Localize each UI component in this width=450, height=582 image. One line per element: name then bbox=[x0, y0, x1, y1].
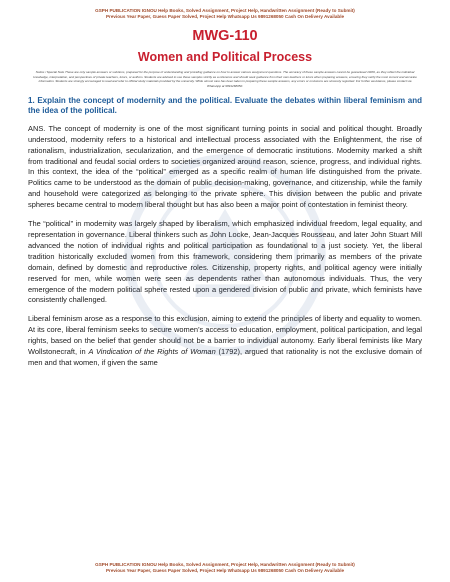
page-header bbox=[28, 8, 422, 20]
paragraph-3-text-end: (1792), argued that rationality is not the exclusive domain of men and that women, if given the same bbox=[28, 347, 422, 367]
paragraph-3-text-start: Liberal feminism arose as a response to this exclusion, aiming to extend the principles of liberty and equality to women. At its core, liberal feminism seeks to secure women’s access to education, employment, political participation, and legal rights, based on the belief that gender should not be a barrier to individual autonomy. Early liberal feminists like Mary Wollstonecraft, in bbox=[28, 314, 422, 357]
header-line-1: GSPH PUBLICATION IGNOU Help Books, Solved Assignment, Project Help, Handwritten Assignment (Ready to Submit) bbox=[95, 8, 355, 13]
disclaimer-notice: Notice / Special Note These are only sample answers or solutions, prepared for the purpose of understanding and providing guidance on how to answer various assignment questions. The accuracy of these sample answers cannot be guaranteed 100%, as they reflect the individual knowledge, interpretation, and perspectives of private teachers, tutors, or authors. Students are advised to use these samples strictly as a reference and should seek guidance from their own teachers or tutors when preparing answers, ensuring they verify the most current and accurate information. Students are strongly encouraged to read and refer to official study materials provided by the university. While utmost care has been taken in preparing these sample answers, any errors or omissions are sincerely regretted. For further assistance, please contact via WhatsApp at 9891268050. bbox=[33, 70, 417, 89]
answer-paragraph-2: The “political” in modernity was largely shaped by liberalism, which emphasized individual freedom, legal equality, and representation in governance. Liberal thinkers such as John Locke, Jean-Jacques Rousseau, and later John Stuart Mill advanced the notion of individual rights and political participation as foundational to a just society. Yet, the liberal tradition historically excluded women from this framework, considering them primarily as members of the private domain, defined by domestic and reproductive roles. Citizenship, property rights, and political agency were initially reserved for men, while women were seen as dependents rather than autonomous individuals. Thus, the very emergence of the modern political sphere rested upon a gendered division of public and private, which feminists have consistently challenged. bbox=[28, 219, 422, 305]
footer-line-2: Previous Year Paper, Guess Paper Solved, Project Help Whatsapp Us 9891268050 Cash On Delivery Available bbox=[105, 568, 345, 573]
answer-paragraph-1: ANS. The concept of modernity is one of the most significant turning points in social and political thought. Broadly understood, modernity refers to a historical and intellectual process associated with the Enlightenment, the rise of rationalism, industrialization, secularization, and the emergence of democratic institutions. Modernity marked a shift from traditional and feudal social orders to societies organized around reason, science, progress, and individual rights. In this context, the idea of the “political” emerged as a specific realm of human life distinguished from the private. Politics came to be understood as the domain of public decision-making, governance, and citizenship, while the family and household were categorized as belonging to the private sphere. This division between the public and private spheres became central to modern liberal thought but has also been a major point of contestation in feminist theory. bbox=[28, 123, 422, 210]
question-heading: 1. Explain the concept of modernity and the political. Evaluate the debates within liberal feminism and the idea of the political. bbox=[28, 95, 422, 115]
course-code-title: MWG-110 bbox=[192, 28, 258, 44]
course-subtitle: Women and Political Process bbox=[137, 50, 313, 64]
header-line-2: Previous Year Paper, Guess Paper Solved, Project Help Whatsapp Us 9891268050 Cash On Delivery Available bbox=[105, 14, 345, 19]
footer-line-1: GSPH PUBLICATION IGNOU Help Books, Solved Assignment, Project Help, Handwritten Assignment (Ready to Submit) bbox=[95, 562, 355, 567]
page-footer bbox=[0, 562, 450, 574]
book-title: A Vindication of the Rights of Woman bbox=[88, 347, 216, 357]
answer-paragraph-3 bbox=[28, 314, 422, 369]
